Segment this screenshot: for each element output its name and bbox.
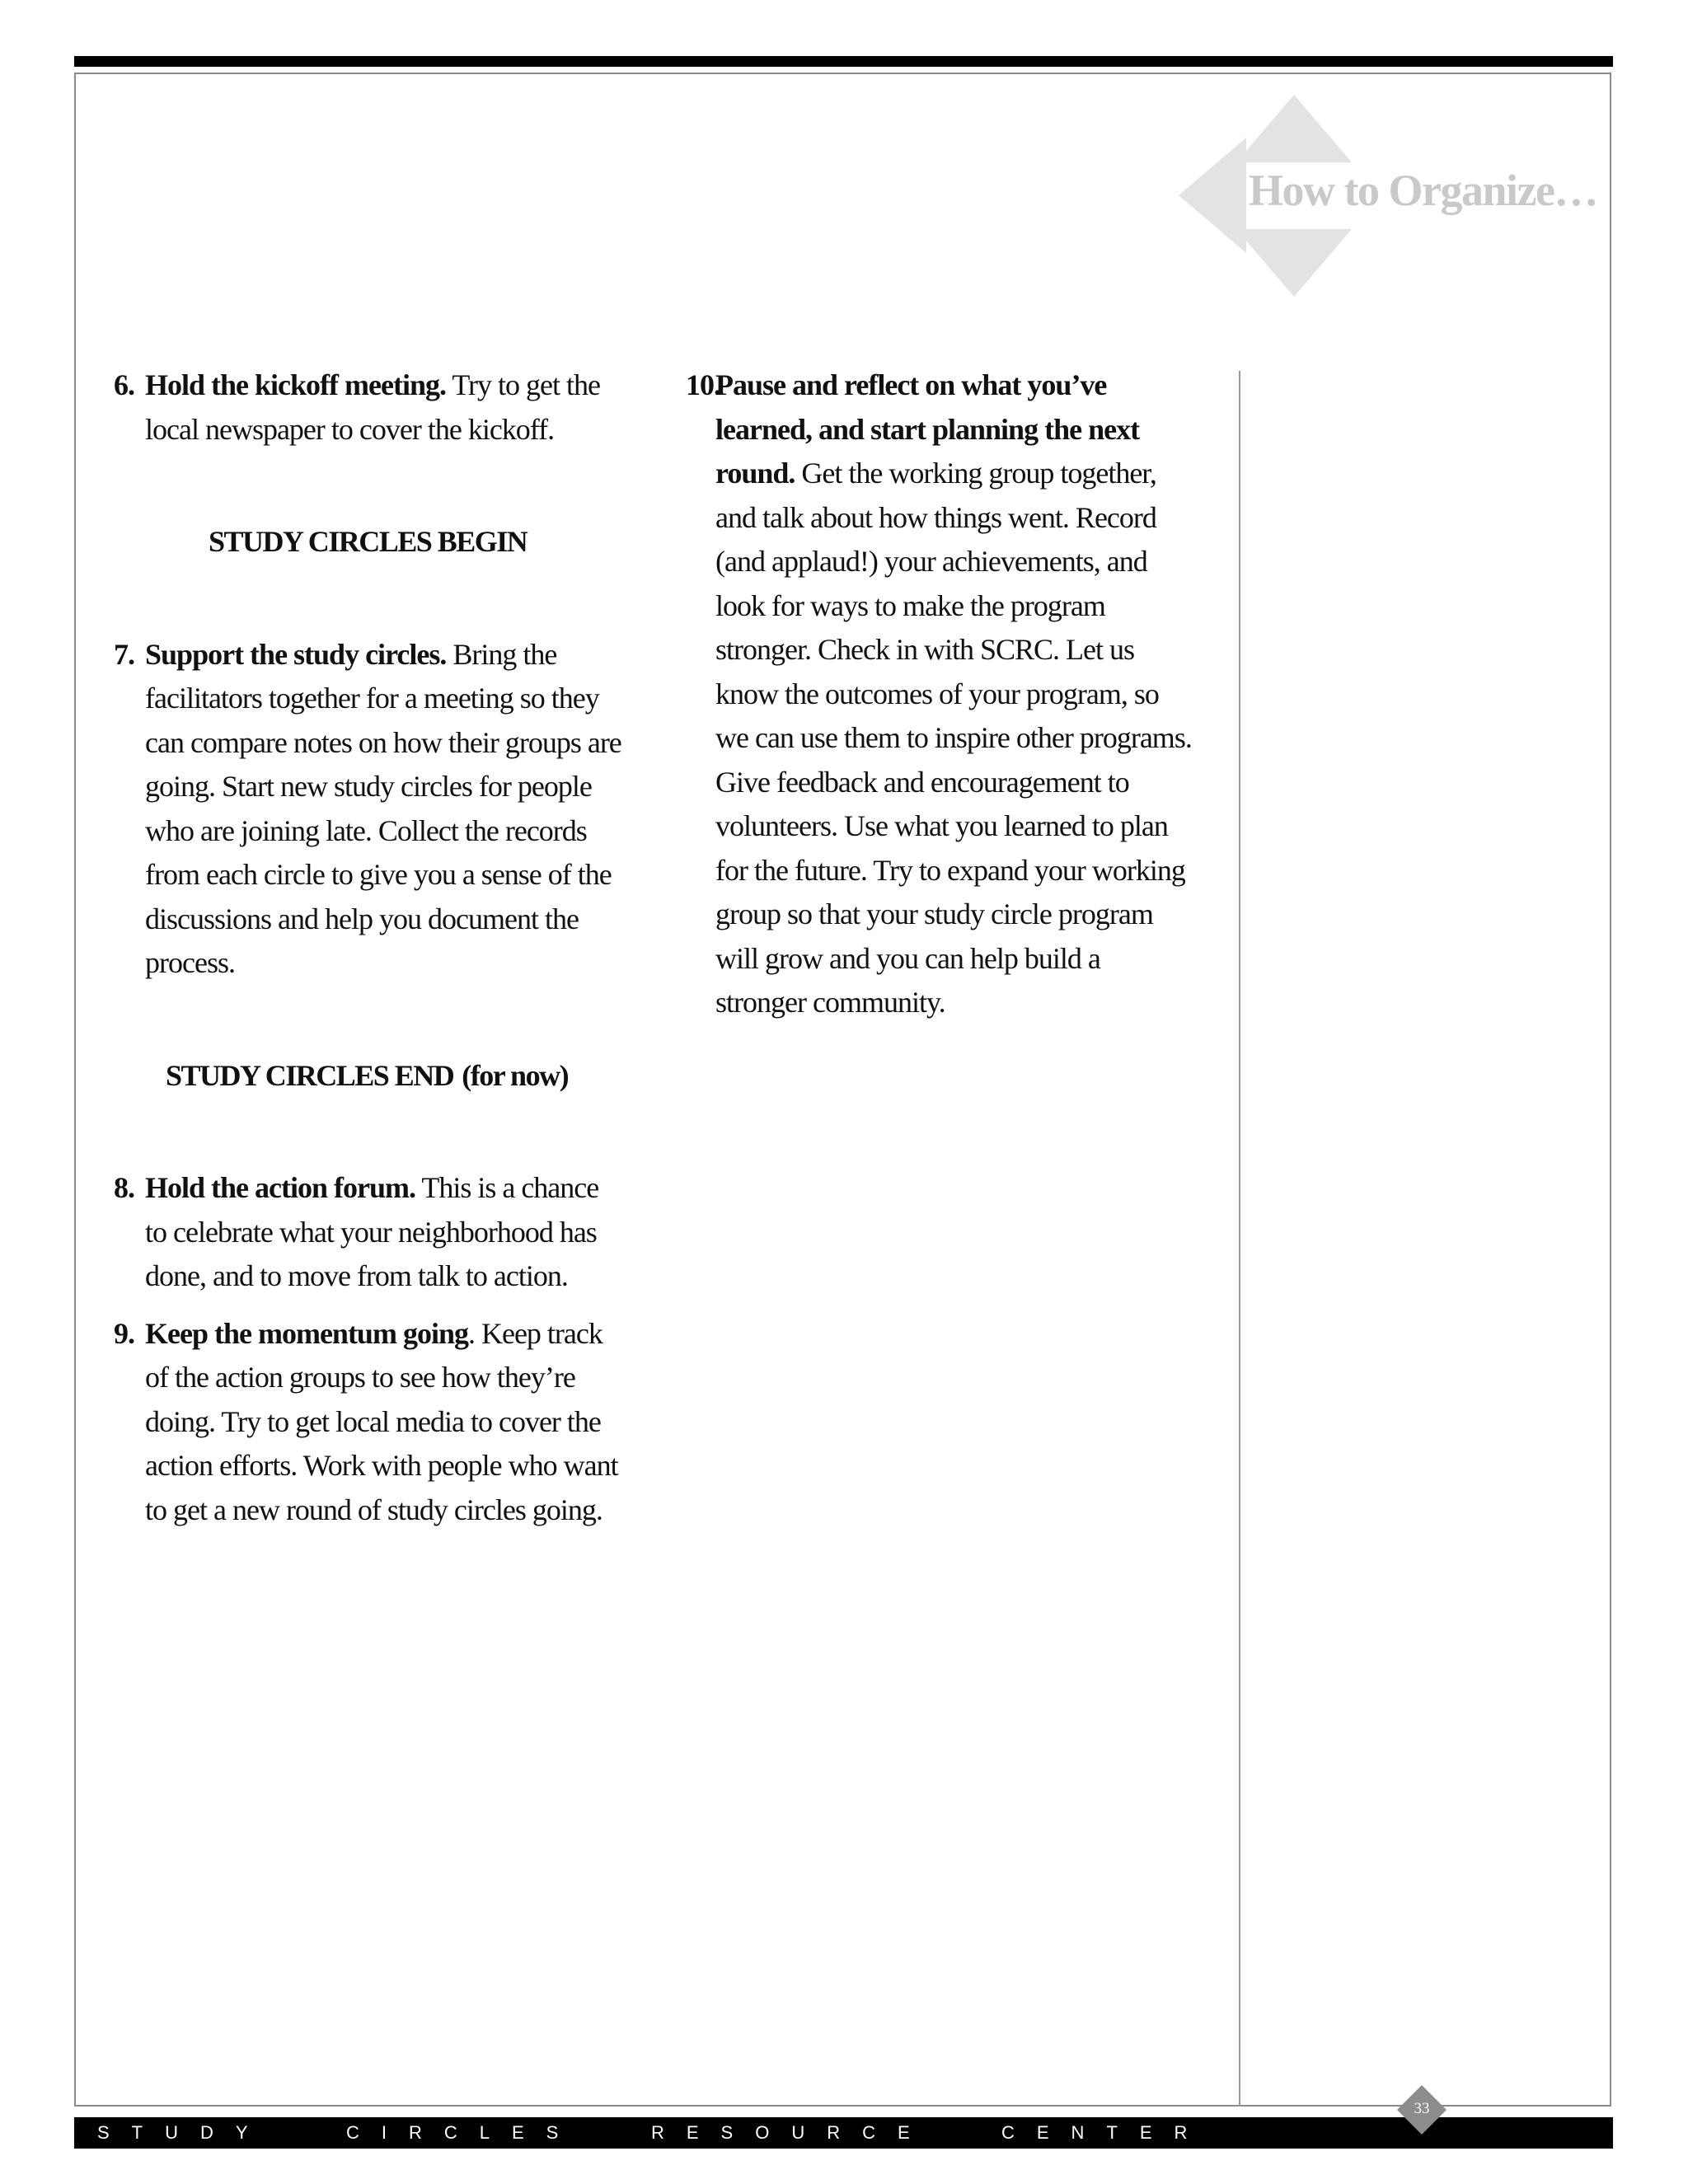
step-7: [114, 633, 625, 986]
section-heading-end-note: (for now): [462, 1058, 569, 1092]
footer-word-resource: RESOURCE: [651, 2122, 932, 2143]
page-number: 33: [1414, 2100, 1430, 2117]
down-arrow-shape: [1236, 229, 1352, 297]
step-6: [114, 363, 625, 452]
up-arrow-shape: [1236, 95, 1352, 162]
top-rule: [74, 56, 1613, 67]
right-column: [686, 363, 1197, 1025]
step-number: 7.: [114, 637, 134, 671]
step-body: Try to get the local newspaper to cover the kickoff.: [145, 368, 601, 446]
step-number: 9.: [114, 1316, 134, 1350]
step-number: 10.: [686, 368, 720, 401]
step-title: Keep the momentum going: [145, 1316, 468, 1350]
step-10: [686, 363, 1197, 1025]
step-title: Support the study circles.: [145, 637, 447, 671]
footer-word-center: CENTER: [1001, 2122, 1210, 2143]
step-9: [114, 1312, 625, 1533]
section-heading-end: [114, 1054, 625, 1099]
step-title: Hold the action forum.: [145, 1171, 415, 1204]
step-number: 6.: [114, 368, 134, 401]
column-divider: [1239, 371, 1240, 2107]
step-body: Get the working group together, and talk about how things went. Record (and applaud!) your achievements, and look for ways to make the program stronger. Check in with SCRC. Let us know the outcomes of your program, so we can use them to inspire other programs. Give feedback and encouragement to volunteers. Use what you learned to plan for the future. Try to expand your working group so that your study circle program will grow and you can help build a stronger community.: [715, 457, 1192, 1019]
step-body: This is a chance to celebrate what your neighborhood has done, and to move from talk to action.: [145, 1171, 599, 1292]
step-body: . Keep track of the action groups to see how they’re doing. Try to get local media to cover the action efforts. Work with people who want to get a new round of study circles going.: [145, 1316, 618, 1526]
section-heading-begin: STUDY CIRCLES BEGIN: [209, 525, 528, 558]
step-title: Hold the kickoff meeting.: [145, 368, 446, 401]
step-body: Bring the facilitators together for a meeting so they can compare notes on how their groups are going. Start new study circles for people who are joining late. Collect the records from each circle to give you a sense of the discussions and help you document the process.: [145, 637, 621, 979]
footer-word-circles: CIRCLES: [346, 2122, 581, 2143]
footer-word-study: STUDY: [97, 2122, 270, 2143]
step-title: Pause and reflect on what you’ve learned, and start planning the next round.: [715, 368, 1140, 490]
left-column: [114, 363, 625, 1532]
step-8: [114, 1166, 625, 1299]
left-arrow-shape: [1179, 138, 1246, 253]
section-header-title: How to Organize…: [1249, 166, 1597, 215]
step-number: 8.: [114, 1171, 134, 1204]
section-heading-end-text: STUDY CIRCLES END: [166, 1058, 454, 1092]
